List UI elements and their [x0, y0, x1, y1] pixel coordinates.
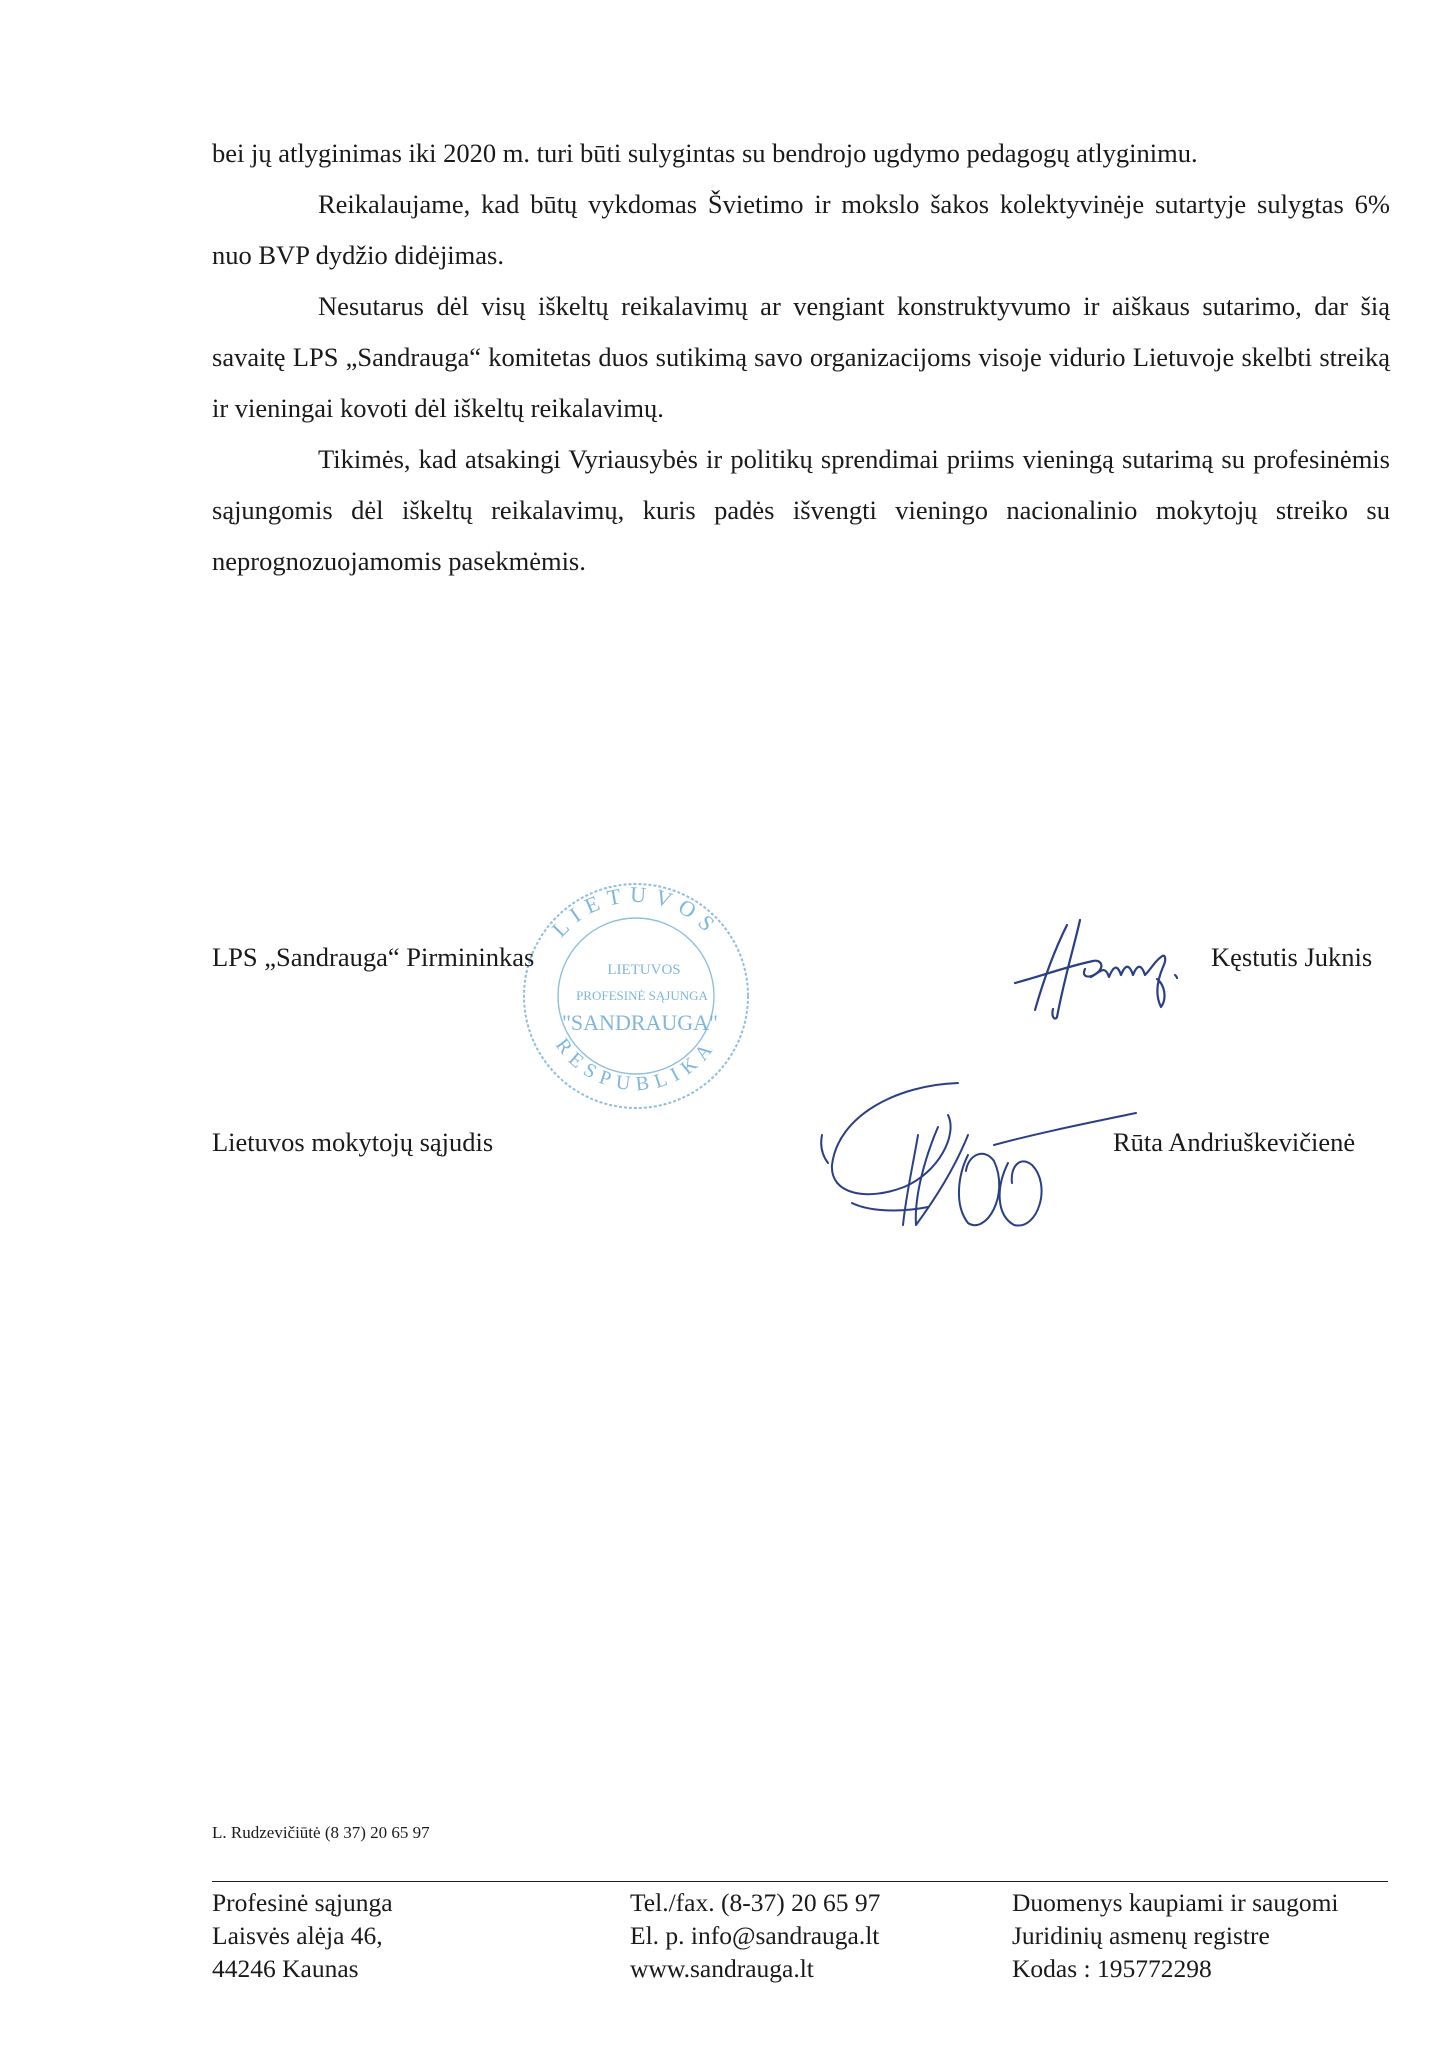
- author-line: L. Rudzevičiūtė (8 37) 20 65 97: [212, 1823, 430, 1842]
- organization-stamp: [520, 880, 752, 1112]
- signatory-1-name: Kęstutis Juknis: [1211, 942, 1373, 972]
- paragraph-strike-warning: Nesutarus dėl visų iškeltų reikalavimų ar vengiant konstruktyvumo ir aiškaus sutarimo, dar šią savaitę LPS „Sandrauga“ komitetas duos sutikimą savo organizacijoms visoje vidurio Lietuvoje skelbti streiką ir vieningai kovoti dėl iškeltų reikalavimų.: [212, 291, 1390, 423]
- paragraph-demand: Reikalaujame, kad būtų vykdomas Švietimo ir mokslo šakos kolektyvinėje sutartyje sulygtas 6% nuo BVP dydžio didėjimas.: [212, 189, 1390, 270]
- signatory-1-role: LPS „Sandrauga“ Pirmininkas: [212, 942, 535, 972]
- footer-phone: Tel./fax. (8-37) 20 65 97: [630, 1888, 881, 1917]
- footer-registry-code: Kodas : 195772298: [1012, 1954, 1212, 1983]
- signatory-2-name: Rūta Andriuškevičienė: [1113, 1127, 1356, 1157]
- svg-text:LIETUVOS: [547, 882, 726, 942]
- signature-juknis: [1005, 905, 1205, 1025]
- stamp-line-1: LIETUVOS: [607, 962, 681, 978]
- footer-website: www.sandrauga.lt: [630, 1954, 814, 1983]
- footer-registry-line: Duomenys kaupiami ir saugomi: [1012, 1888, 1339, 1917]
- paragraph-conclusion: Tikimės, kad atsakingi Vyriausybės ir politikų sprendimai priims vieningą sutarimą su profesinėmis sąjungomis dėl iškeltų reikalavimų, kuris padės išvengti vieningo nacionalinio mokytojų streiko su neprognozuojamomis pasekmėmis.: [212, 444, 1390, 576]
- footer-email: El. p. info@sandrauga.lt: [630, 1921, 880, 1950]
- stamp-line-3: "SANDRAUGA": [561, 1010, 719, 1035]
- footer-address-line: 44246 Kaunas: [212, 1954, 359, 1983]
- svg-text:RESPUBLIKA: [551, 1034, 721, 1095]
- signatory-2-role: Lietuvos mokytojų sąjudis: [212, 1127, 494, 1157]
- footer-divider: [212, 1881, 1388, 1882]
- footer-registry-line: Juridinių asmenų registre: [1012, 1921, 1270, 1950]
- stamp-line-2: PROFESINĖ SĄJUNGA: [576, 988, 708, 1003]
- stamp-outer-top: LIETUVOS: [546, 881, 726, 942]
- letter-body: [212, 128, 1390, 587]
- signature-andriuskeviciene: [818, 1075, 1148, 1235]
- stamp-outer-bottom: RESPUBLIKA: [550, 1034, 722, 1096]
- footer-address-line: Laisvės alėja 46,: [212, 1921, 383, 1950]
- paragraph-continuation: bei jų atlyginimas iki 2020 m. turi būti sulygintas su bendrojo ugdymo pedagogų atlyginimu.: [212, 138, 1198, 168]
- footer-registry: [1012, 1886, 1339, 1985]
- footer-address-line: Profesinė sąjunga: [212, 1888, 393, 1917]
- footer-address: [212, 1886, 393, 1985]
- footer-contacts: [630, 1886, 880, 1985]
